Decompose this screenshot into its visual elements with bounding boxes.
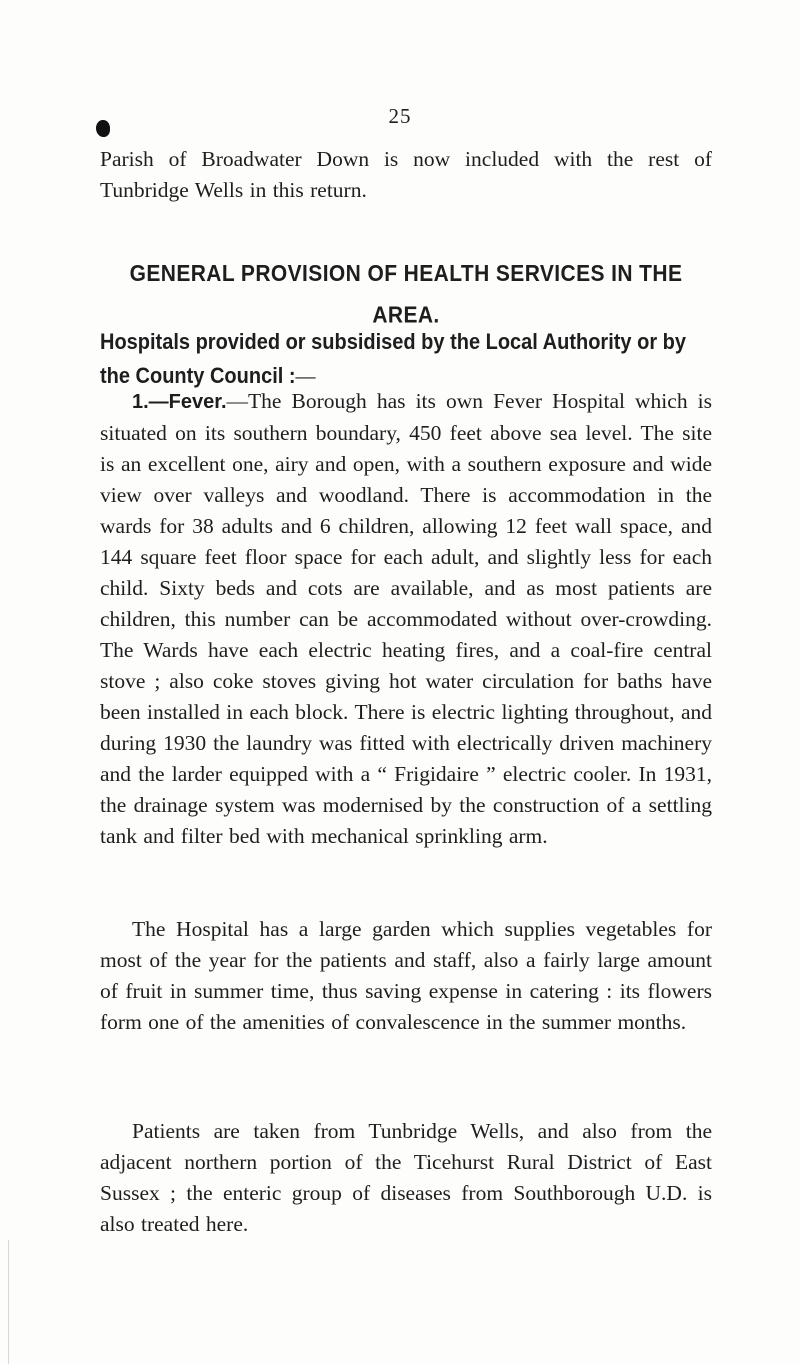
patients-paragraph: Patients are taken from Tunbridge Wells, and also from the adjacent northern portion of the Ticehurst Rural District of East Sussex ; the enteric group of diseases from Southborough U.D. is also treated here.: [100, 1119, 712, 1236]
section-heading: GENERAL PROVISION OF HEALTH SERVICES IN THE AREA.: [129, 260, 683, 329]
fever-label: 1.—Fever.: [132, 391, 227, 413]
intro-paragraph: Parish of Broadwater Down is now included with the rest of Tunbridge Wells in this return.: [100, 147, 712, 202]
subheading-dash: —: [295, 364, 316, 389]
subheading-text: Hospitals provided or subsidised by the Local Authority or by the County Council :: [100, 330, 687, 389]
scan-margin-line: [8, 1240, 9, 1364]
fever-text: —The Borough has its own Fever Hospital which is situated on its southern boundary, 450 feet above sea level. The site is an excellent one, airy and open, with a southern exposure and wide view over valleys and woodland. There is accommodation in the wards for 38 adults and 6 children, allowing 12 feet wall space, and 144 square feet floor space for each adult, and slightly less for each child. Sixty beds and cots are available, and as most patients are children, this number can be accommodated without over-crowding. The Wards have each electric heating fires, and a coal-fire central stove ; also coke stoves giving hot water circulation for baths have been installed in each block. There is electric lighting throughout, and during 1930 the laundry was fitted with electrically driven machinery and the larder equipped with a “ Frigidaire ” electric cooler. In 1931, the drainage system was modernised by the construction of a settling tank and filter bed with mechanical sprinkling arm.: [100, 389, 712, 848]
hospitals-subheading: [100, 326, 712, 394]
fever-paragraph: [100, 386, 712, 852]
garden-paragraph: The Hospital has a large garden which supplies vegetables for most of the year for the patients and staff, also a fairly large amount of fruit in summer time, thus saving expense in catering : its flowers form one of the amenities of convalescence in the summer months.: [100, 917, 712, 1034]
page-number: 25: [388, 104, 412, 128]
